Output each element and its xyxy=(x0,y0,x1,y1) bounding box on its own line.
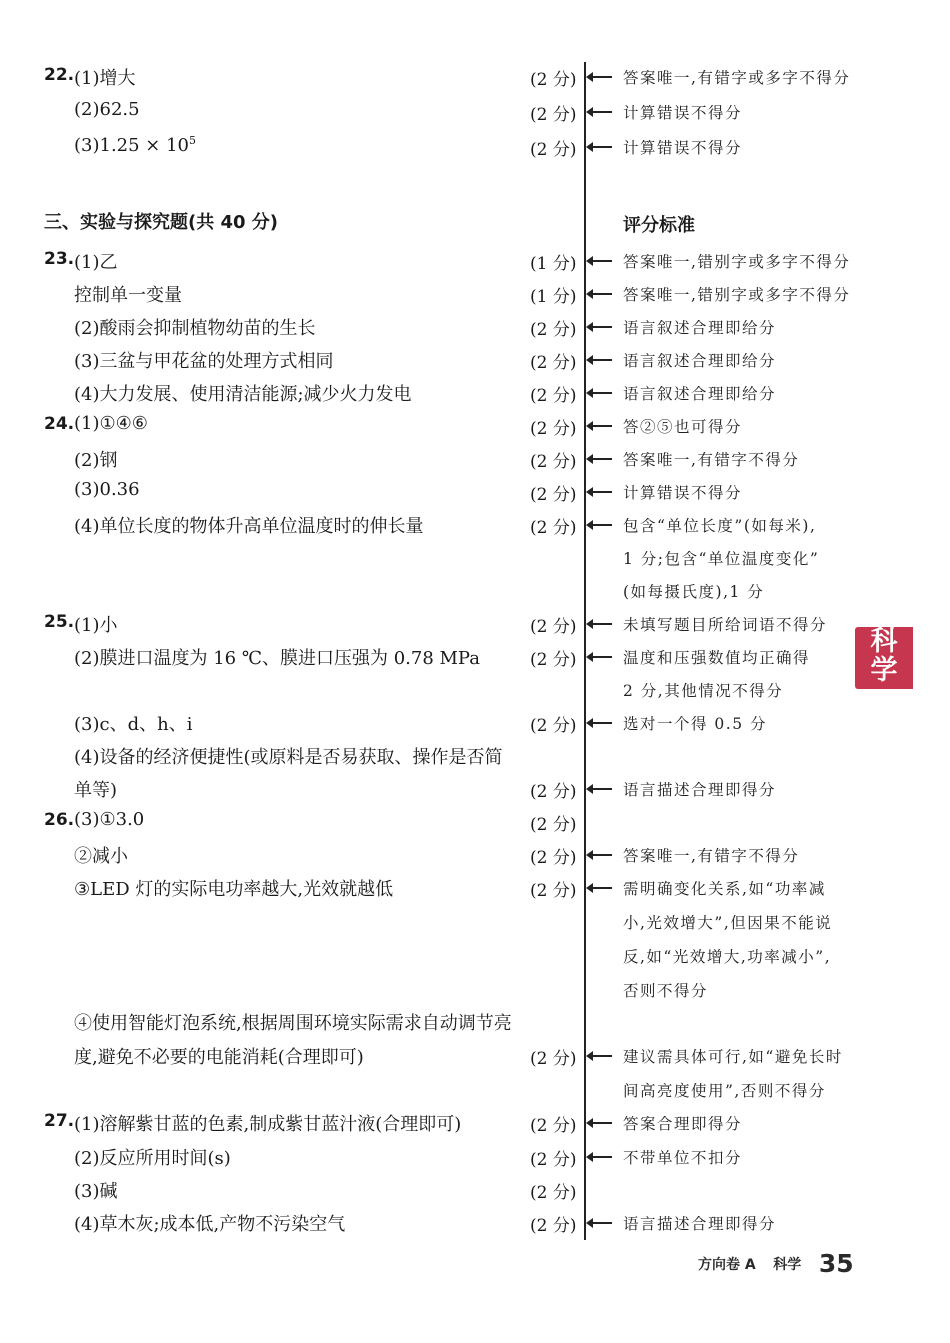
answer-base: (3)1.25 × 10 xyxy=(74,135,190,156)
vertical-divider xyxy=(584,62,586,1240)
arrow-icon xyxy=(592,1156,612,1158)
criterion: 计算错误不得分 xyxy=(623,484,743,502)
answer: 控制单一变量 xyxy=(74,285,182,306)
answer xyxy=(74,134,196,156)
criterion: 答案唯一,有错字不得分 xyxy=(623,451,800,469)
criterion: 反,如“光效增大,功率减小”, xyxy=(623,948,832,966)
score: (2 分) xyxy=(530,320,577,340)
score: (2 分) xyxy=(530,716,577,736)
criterion: 答案唯一,有错字或多字不得分 xyxy=(623,69,851,87)
answer: (4)大力发展、使用清洁能源;减少火力发电 xyxy=(74,384,412,405)
answer: (3)碱 xyxy=(74,1181,118,1202)
criterion: 温度和压强数值均正确得 xyxy=(623,649,811,667)
question-number: 22. xyxy=(44,65,75,85)
criterion: 语言叙述合理即给分 xyxy=(623,352,777,370)
criterion: 建议需具体可行,如“避免长时 xyxy=(623,1048,843,1066)
score: (2 分) xyxy=(530,518,577,538)
arrow-icon xyxy=(592,788,612,790)
criterion: 不带单位不扣分 xyxy=(623,1149,743,1167)
criterion: 语言描述合理即得分 xyxy=(623,781,777,799)
criterion: 计算错误不得分 xyxy=(623,104,743,122)
score: (1 分) xyxy=(530,254,577,274)
answer: (1)溶解紫甘蓝的色素,制成紫甘蓝汁液(合理即可) xyxy=(74,1114,462,1135)
answer: (1)①④⑥ xyxy=(74,413,148,434)
answer: (4)草木灰;成本低,产物不污染空气 xyxy=(74,1214,346,1235)
score: (2 分) xyxy=(530,650,577,670)
answer: (2)钢 xyxy=(74,450,118,471)
score: (2 分) xyxy=(530,617,577,637)
answer: (1)增大 xyxy=(74,68,136,89)
arrow-icon xyxy=(592,722,612,724)
score: (2 分) xyxy=(530,70,577,90)
criterion: 否则不得分 xyxy=(623,982,709,1000)
score: (2 分) xyxy=(530,782,577,802)
criterion: 语言叙述合理即给分 xyxy=(623,385,777,403)
criterion: 答案唯一,有错字不得分 xyxy=(623,847,800,865)
arrow-icon xyxy=(592,854,612,856)
arrow-icon xyxy=(592,392,612,394)
arrow-icon xyxy=(592,1222,612,1224)
answer: (2)反应所用时间(s) xyxy=(74,1148,231,1169)
arrow-icon xyxy=(592,458,612,460)
question-number: 27. xyxy=(44,1111,75,1131)
arrow-icon xyxy=(592,293,612,295)
answer: (1)小 xyxy=(74,615,118,636)
score: (2 分) xyxy=(530,485,577,505)
score: (2 分) xyxy=(530,452,577,472)
answer: ④使用智能灯泡系统,根据周围环境实际需求自动调节亮 xyxy=(74,1013,512,1034)
arrow-icon xyxy=(592,425,612,427)
answer: (2)62.5 xyxy=(74,99,140,120)
answer: (2)酸雨会抑制植物幼苗的生长 xyxy=(74,318,316,339)
answer: (4)单位长度的物体升高单位温度时的伸长量 xyxy=(74,516,424,537)
footer-subject: 科学 xyxy=(773,1257,802,1273)
score: (2 分) xyxy=(530,1116,577,1136)
side-tab-char-2: 学 xyxy=(870,655,898,686)
score: (2 分) xyxy=(530,848,577,868)
arrow-icon xyxy=(592,623,612,625)
answer: ③LED 灯的实际电功率越大,光效就越低 xyxy=(74,879,394,900)
score: (2 分) xyxy=(530,1216,577,1236)
arrow-icon xyxy=(592,887,612,889)
answer-exponent: 5 xyxy=(189,134,197,147)
criterion: 计算错误不得分 xyxy=(623,139,743,157)
arrow-icon xyxy=(592,111,612,113)
arrow-icon xyxy=(592,491,612,493)
answer: (4)设备的经济便捷性(或原料是否易获取、操作是否简 xyxy=(74,747,503,768)
criterion: 语言描述合理即得分 xyxy=(623,1215,777,1233)
score: (2 分) xyxy=(530,1183,577,1203)
question-number: 26. xyxy=(44,810,75,830)
arrow-icon xyxy=(592,359,612,361)
page-number: 35 xyxy=(818,1249,854,1278)
arrow-icon xyxy=(592,524,612,526)
answer: (3)0.36 xyxy=(74,479,140,500)
criterion: (如每摄氏度),1 分 xyxy=(623,583,765,601)
score: (2 分) xyxy=(530,1049,577,1069)
criterion: 2 分,其他情况不得分 xyxy=(623,682,784,700)
criterion: 答案合理即得分 xyxy=(623,1115,743,1133)
arrow-icon xyxy=(592,146,612,148)
subject-side-tab xyxy=(855,627,913,689)
score: (2 分) xyxy=(530,140,577,160)
criterion: 需明确变化关系,如“功率减 xyxy=(623,880,826,898)
score: (2 分) xyxy=(530,1150,577,1170)
answer: ②减小 xyxy=(74,846,128,867)
page-footer xyxy=(698,1249,854,1278)
criterion: 答案唯一,错别字或多字不得分 xyxy=(623,253,851,271)
score: (2 分) xyxy=(530,881,577,901)
criteria-header: 评分标准 xyxy=(623,215,695,236)
score: (1 分) xyxy=(530,287,577,307)
answer: (3)三盆与甲花盆的处理方式相同 xyxy=(74,351,334,372)
criterion: 小,光效增大”,但因果不能说 xyxy=(623,914,833,932)
footer-volume: 方向卷 A xyxy=(698,1257,756,1273)
side-tab-char-1: 科 xyxy=(870,626,898,657)
criterion: 答②⑤也可得分 xyxy=(623,418,743,436)
arrow-icon xyxy=(592,1055,612,1057)
criterion: 1 分;包含“单位温度变化” xyxy=(623,550,820,568)
arrow-icon xyxy=(592,1122,612,1124)
question-number: 24. xyxy=(44,414,75,434)
answer: (3)c、d、h、i xyxy=(74,714,193,735)
criterion: 答案唯一,错别字或多字不得分 xyxy=(623,286,851,304)
section-title: 三、实验与探究题(共 40 分) xyxy=(44,212,279,233)
arrow-icon xyxy=(592,656,612,658)
answer: (2)膜进口温度为 16 ℃、膜进口压强为 0.78 MPa xyxy=(74,648,480,669)
criterion: 未填写题目所给词语不得分 xyxy=(623,616,828,634)
answer: 度,避免不必要的电能消耗(合理即可) xyxy=(74,1047,364,1068)
criterion: 包含“单位长度”(如每米), xyxy=(623,517,817,535)
score: (2 分) xyxy=(530,105,577,125)
arrow-icon xyxy=(592,260,612,262)
score: (2 分) xyxy=(530,419,577,439)
criterion: 间高亮度使用”,否则不得分 xyxy=(623,1082,826,1100)
score: (2 分) xyxy=(530,353,577,373)
answer: (3)①3.0 xyxy=(74,809,145,830)
question-number: 25. xyxy=(44,612,75,632)
criterion: 选对一个得 0.5 分 xyxy=(623,715,768,733)
answer: (1)乙 xyxy=(74,252,118,273)
arrow-icon xyxy=(592,76,612,78)
criterion: 语言叙述合理即给分 xyxy=(623,319,777,337)
question-number: 23. xyxy=(44,249,75,269)
score: (2 分) xyxy=(530,386,577,406)
score: (2 分) xyxy=(530,815,577,835)
arrow-icon xyxy=(592,326,612,328)
answer: 单等) xyxy=(74,780,118,801)
